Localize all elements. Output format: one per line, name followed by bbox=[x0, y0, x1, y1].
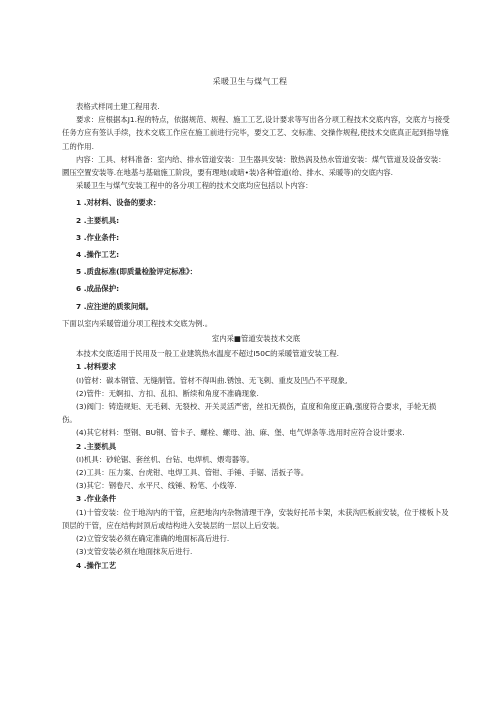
condition-item: (2)立管安装必须在确定准确的地面标高后进行. bbox=[76, 534, 230, 544]
material-item: (2)管件：无婀扣、方扣、乱扣、断续和角度不准确现象. bbox=[76, 388, 259, 398]
material-item: (3)阀门：铸造规矩、无毛刺、无裂校、开关灵活严密，丝扣无损伤，直度和角度正确,强度符合要求，手轮无损伤。 bbox=[62, 402, 437, 425]
section-heading-tools: 2 .主要机具 bbox=[76, 441, 117, 451]
paragraph-requirements: 要求：应根据本J1.程的特点，依据规范、规程、施工工艺,设计要求等写出各分项工程技术交底内容，交底方与接受任务方应有签认手续，技术交底工作应在施工前进行完毕，要交工艺、交标准、交操作规程,使技术交底真正起到指导施工的作用. bbox=[62, 115, 450, 151]
paragraph-example-intro: 下面以室内采暖管道分项工程技术交底为例.。 bbox=[62, 318, 213, 328]
paragraph-applicability: 本技术交底适用于民用及一般工业建筑热水温度不超过I50C的采暖管道安装工程. bbox=[76, 349, 339, 359]
list-item: 4 .操作工艺: bbox=[76, 250, 120, 260]
paragraph-scope: 采暖卫生与煤气安装工程中的各分项工程的技术交底均应包括以卜内容： bbox=[76, 181, 313, 191]
tool-item: (I)机具：砂轮锯、套丝机、台钻、电焊机、煨弯器等。 bbox=[76, 454, 254, 464]
paragraph-contents: 内容：工具、材料准备：室内给、排水管道安装：卫生器具安装：散热涡及热水管道安装：煤气管道及设备安装：圜压空置安装等.在地基与基础施工阶段，要有理地(或暗•装)各种管道(给、排水、采暖等)的交底内容. bbox=[62, 154, 446, 178]
section-heading-process: 4 .操作工艺 bbox=[76, 560, 117, 570]
list-item: 1 .对材料、设备的要求： bbox=[76, 198, 161, 208]
document-title: 采暖卫生与煤气工程 bbox=[212, 77, 288, 86]
list-item: 5 .质盘标准(即质量检脸评定标准》： bbox=[76, 267, 198, 277]
tool-item: (2)工具：压力案、台虎钳、电焊工具、管钳、手锤、手锯、活扳子等。 bbox=[76, 468, 309, 478]
document-body bbox=[62, 100, 450, 572]
tool-item: (3)其它：钢卷尺、水平尺、线锤、粉笔、小线等. bbox=[76, 481, 237, 491]
material-item: (4)其它材料：型钢、BU钢、管卡子、螺栓、螺母、油、麻、堡、电气焊条等.选用时应符合设计要求. bbox=[76, 428, 405, 438]
paragraph-form-note: 表格式样同土建工程用表. bbox=[76, 102, 160, 111]
condition-item: (3)支管安装必须在地面抹灰后进行. bbox=[76, 547, 193, 557]
list-item: 3 .作业条件: bbox=[76, 232, 120, 242]
requirements-list bbox=[62, 196, 450, 312]
list-item: 2 .主要机具: bbox=[76, 215, 120, 225]
material-item: (I)管材：碳本钢管、无缝制管。管材不得叫曲.锈蚀、无飞剌、重皮及凹凸不平现象, bbox=[76, 375, 348, 385]
condition-item: (1)十管安装：位于地沟内的干管，应把地沟内杂物清理干净，安装好托吊卡架，未获沟匹板前安装，位于楼板卜及顶层的干管，应在结构封顶后或结构进入安装层的一层以上后安装。 bbox=[62, 507, 449, 530]
list-item: 6 .成品保护: bbox=[76, 284, 120, 294]
list-item: 7 .应注逆的质浆问烟。 bbox=[76, 301, 154, 311]
section-heading-conditions: 3 .作业条件 bbox=[76, 494, 117, 504]
section-subtitle: 室内采■管道安装技术交底 bbox=[211, 334, 301, 344]
section-heading-materials: 1 .材料要求 bbox=[76, 362, 117, 372]
